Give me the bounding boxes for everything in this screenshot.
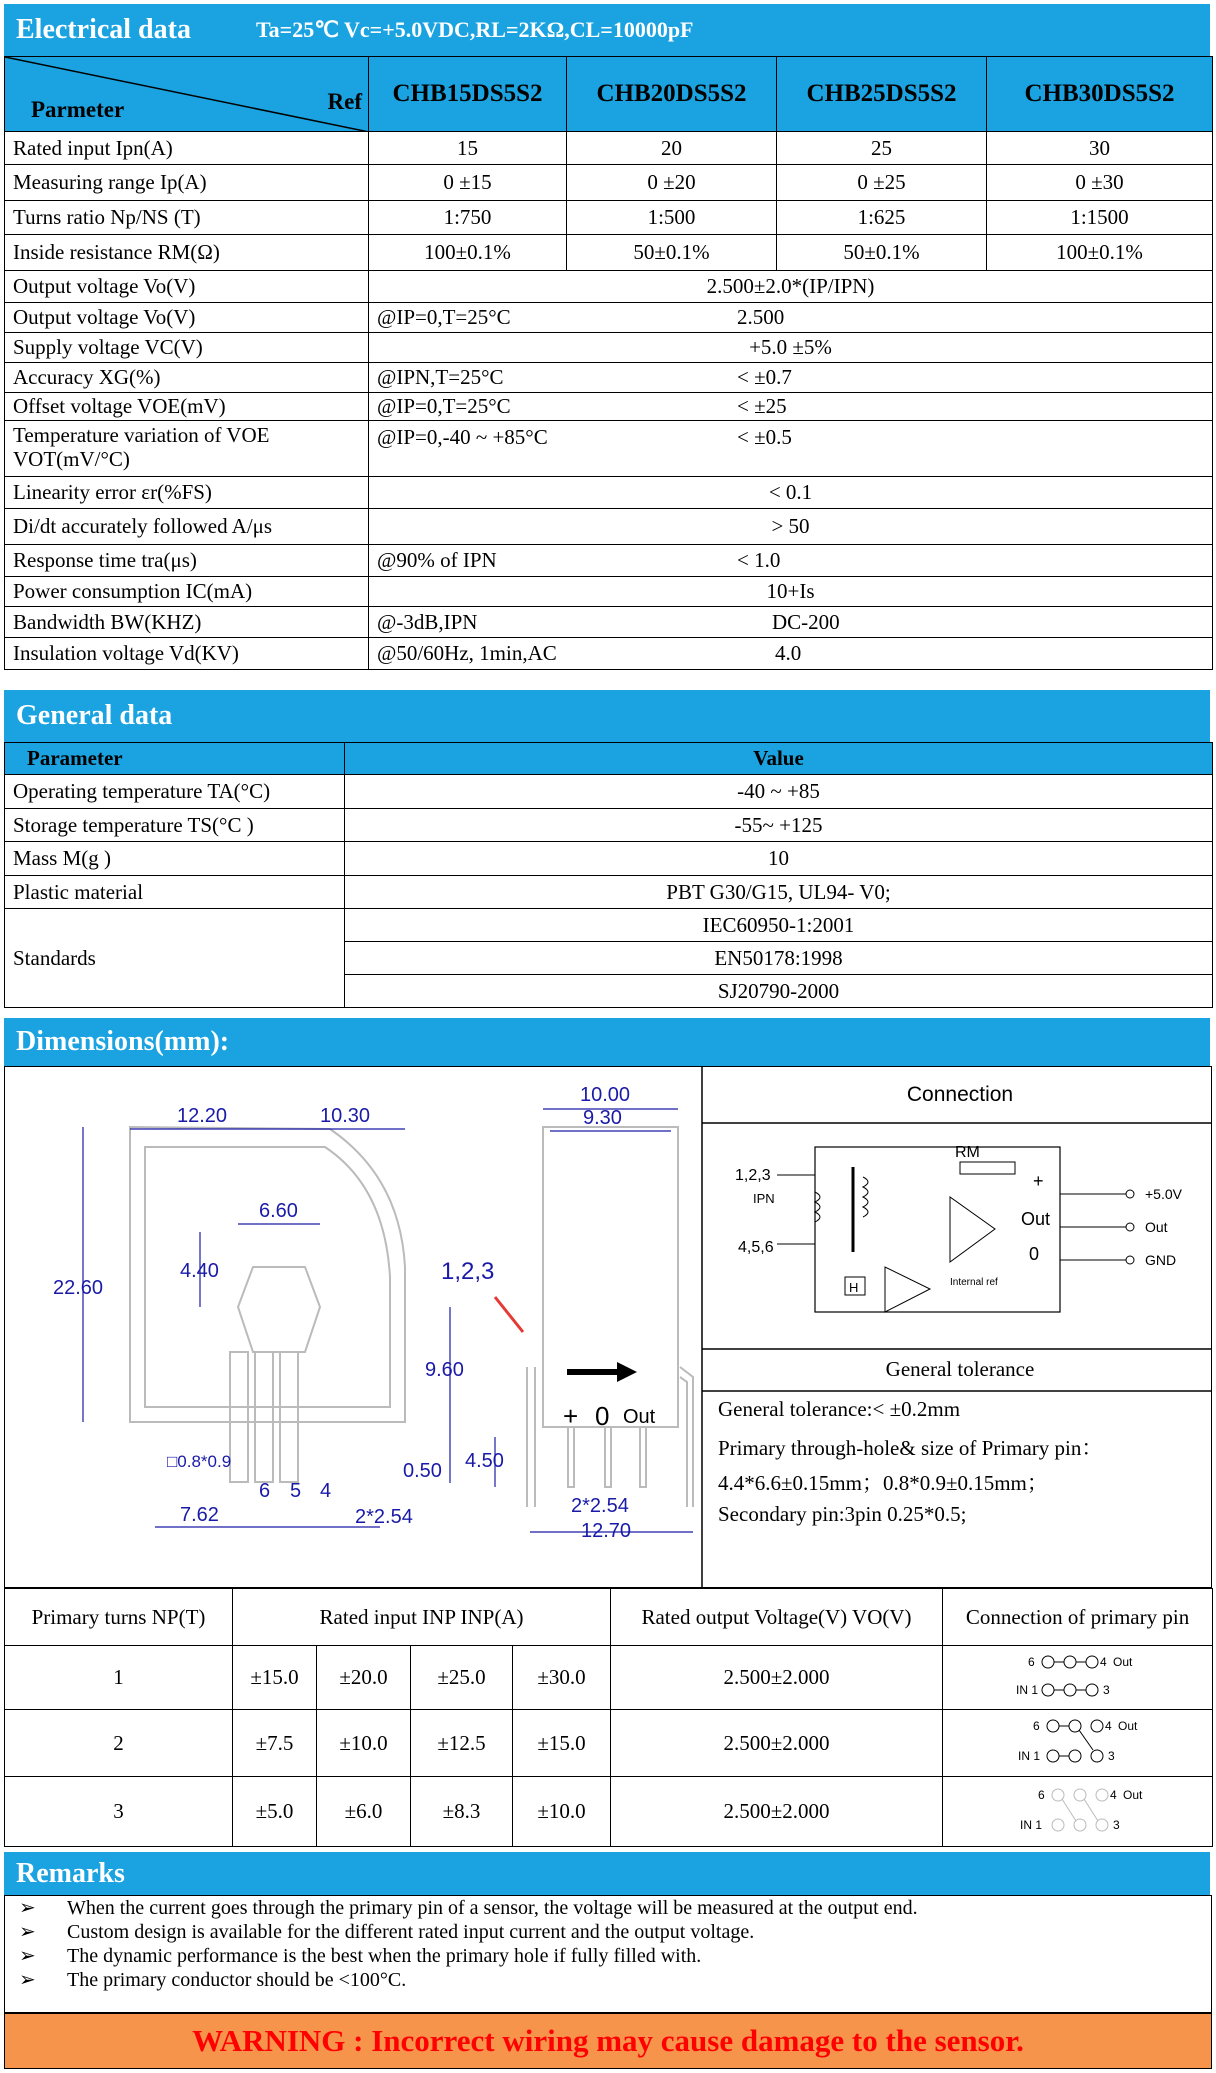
cell: 1:500 [567,201,777,235]
row-linearity [5,477,1213,509]
general-header [4,690,1210,742]
bullet: ➢ [19,1921,36,1943]
general-row [5,775,1213,809]
cell: 2.500±2.000 [611,1710,943,1777]
dimension-drawing [5,1067,1211,1587]
row-label: Insulation voltage Vd(KV) [5,638,369,670]
row-label: Storage temperature TS(°C ) [5,809,345,842]
value: 2.500 [737,305,785,329]
pin-in1: IN 1 [1017,1749,1040,1763]
tolerance-line: Secondary pin:3pin 0.25*0.5; [718,1502,967,1526]
cell: ±10.0 [317,1710,411,1777]
sch-out-term: Out [1145,1219,1168,1235]
h-rated: Rated input INP INP(A) [233,1589,611,1646]
cell: 0 ±25 [777,165,987,201]
dim-2x2-54-front: 2*2.54 [355,1506,413,1528]
cell: PBT G30/G15, UL94- V0; [345,876,1213,909]
dimension-labels [53,1084,631,1542]
remarks-header [4,1852,1210,1896]
cell: +5.0 ±5% [369,333,1213,363]
pin-4: 4 [1104,1719,1112,1733]
label-line-2: VOT(mV/°C) [13,447,130,471]
cell: ±5.0 [233,1777,317,1847]
condition: @50/60Hz, 1min,AC [377,641,557,665]
row-label: Bandwidth BW(KHZ) [5,607,369,638]
general-table [4,742,1213,1008]
model-1: CHB15DS5S2 [369,57,567,132]
pin-6: 6 [1037,1787,1045,1802]
general-row [5,876,1213,909]
dimensions-title: Dimensions(mm): [16,1026,230,1057]
remark-text: The primary conductor should be <100°C. [67,1969,407,1991]
cell: 2.500±2.000 [611,1646,943,1710]
h-conn: Connection of primary pin [943,1589,1213,1646]
model-2: CHB20DS5S2 [567,57,777,132]
pin-diagram-1 [943,1646,1213,1710]
remark-item [5,1896,1211,1920]
cell: 10+Is [369,577,1213,607]
dimensions-header [4,1018,1210,1066]
sch-in-bot: 4,5,6 [738,1239,774,1256]
sch-zero: 0 [1029,1244,1040,1264]
row-output-voltage-2 [5,303,1213,333]
pin-4: 4 [1109,1787,1117,1802]
row-label: Accuracy XG(%) [5,363,369,393]
primary-row [5,1710,1213,1777]
label-plus: + [563,1401,579,1431]
standard-item: IEC60950-1:2001 [345,909,1213,942]
cell: 0 ±30 [987,165,1213,201]
value: < ±0.7 [737,365,792,389]
cell [369,303,1213,333]
dim-2x2-54-side: 2*2.54 [571,1495,629,1517]
dim-0-50: 0.50 [403,1460,442,1482]
cell: < 0.1 [369,477,1213,509]
row-accuracy [5,363,1213,393]
h-turns: Primary turns NP(T) [5,1589,233,1646]
value: < 1.0 [737,548,781,572]
remarks-list [4,1895,1212,2013]
general-col-param: Parameter [5,743,345,775]
row-supply-voltage [5,333,1213,363]
dim-10-00: 10.00 [580,1084,631,1106]
model-3: CHB25DS5S2 [777,57,987,132]
sch-rm: RM [955,1144,980,1161]
condition: @90% of IPN [377,548,497,572]
pin-4: 4 [320,1480,332,1502]
row-label: Rated input Ipn(A) [5,132,369,165]
dim-6-60: 6.60 [259,1200,298,1222]
dim-12-20: 12.20 [177,1105,228,1127]
dim-10-30: 10.30 [320,1105,371,1127]
cell: 0 ±15 [369,165,567,201]
row-offset-voltage [5,393,1213,421]
row-label: Turns ratio Np/NS (T) [5,201,369,235]
row-label: Measuring range Ip(A) [5,165,369,201]
tolerance-line: Primary through-hole& size of Primary pin： [718,1436,1103,1460]
sch-ipn: IPN [753,1191,775,1206]
row-label: Response time tra(μs) [5,545,369,577]
tolerance-line: 4.4*6.6±0.15mm；0.8*0.9±0.15mm； [718,1471,1048,1495]
standards-row [5,909,1213,942]
dim-9-60: 9.60 [425,1359,464,1381]
cell [369,545,1213,577]
row-label: Plastic material [5,876,345,909]
remarks-title: Remarks [16,1858,125,1889]
cell: ±30.0 [513,1646,611,1710]
label-line-1: Temperature variation of VOE [13,423,270,447]
warning-banner: WARNING : Incorrect wiring may cause damage to the sensor. [4,2013,1212,2069]
value: DC-200 [772,609,840,634]
cell: 1:1500 [987,201,1213,235]
primary-turns-table [4,1588,1213,1847]
value: < ±0.5 [737,425,792,449]
pin-out: Out [1117,1719,1137,1733]
h-output: Rated output Voltage(V) VO(V) [611,1589,943,1646]
remark-text: Custom design is available for the different rated input current and the output voltage. [67,1921,755,1943]
row-label: Output voltage Vo(V) [5,271,369,303]
primary-row [5,1646,1213,1710]
pin-4: 4 [1099,1654,1107,1669]
row-power [5,577,1213,607]
remark-text: When the current goes through the primary pin of a sensor, the voltage will be measured at the output end. [67,1897,918,1919]
pin-connection-1-icon [978,1648,1178,1702]
cell: 50±0.1% [567,235,777,271]
cell: ±6.0 [317,1777,411,1847]
cell: 100±0.1% [987,235,1213,271]
sch-5v: +5.0V [1145,1186,1182,1202]
row-label [5,421,369,477]
row-insulation [5,638,1213,670]
pin-5: 5 [290,1480,302,1502]
pin-out: Out [1112,1654,1132,1669]
row-label: Inside resistance RM(Ω) [5,235,369,271]
pin-connection-2-icon [978,1712,1178,1768]
model-4: CHB30DS5S2 [987,57,1213,132]
cell: 10 [345,842,1213,876]
dim-pin-size: □0.8*0.9 [167,1452,232,1471]
row-label: Mass M(g ) [5,842,345,876]
cell: 2.500±2.000 [611,1777,943,1847]
pin-6: 6 [1032,1719,1040,1733]
cell: ±20.0 [317,1646,411,1710]
row-label: Supply voltage VC(V) [5,333,369,363]
dim-9-30: 9.30 [583,1107,622,1129]
label-zero: 0 [595,1401,610,1431]
cell: -40 ~ +85 [345,775,1213,809]
cell: 30 [987,132,1213,165]
cell [369,363,1213,393]
electrical-header [4,4,1210,56]
pin-6: 6 [1027,1654,1035,1669]
electrical-table [4,56,1213,670]
dim-7-62: 7.62 [180,1504,219,1526]
remark-item [5,1920,1211,1944]
pin-diagram-2 [943,1710,1213,1777]
general-col-value: Value [345,743,1213,775]
value: 4.0 [775,641,802,665]
row-label: Operating temperature TA(°C) [5,775,345,809]
remark-item [5,1944,1211,1968]
row-bandwidth [5,607,1213,638]
cell: ±15.0 [513,1710,611,1777]
dim-12-70: 12.70 [581,1520,632,1542]
sch-gnd: GND [1145,1252,1177,1268]
connection-title: Connection [906,1083,1014,1106]
cell: ±7.5 [233,1710,317,1777]
row-measuring-range [5,165,1213,201]
sch-internal-ref: Internal ref [950,1277,998,1288]
cell: ±10.0 [513,1777,611,1847]
condition: @IP=0,T=25°C [377,305,511,329]
general-title: General data [16,700,173,731]
row-inside-resistance [5,235,1213,271]
cell [369,393,1213,421]
standard-item: EN50178:1998 [345,942,1213,975]
value: < ±25 [737,394,787,418]
cell: 2 [5,1710,233,1777]
cell: 1:750 [369,201,567,235]
row-label: Linearity error εr(%FS) [5,477,369,509]
dim-22-60: 22.60 [53,1277,104,1299]
row-label: Di/dt accurately followed A/μs [5,509,369,545]
pin-3: 3 [1107,1749,1115,1763]
cell: 1:625 [777,201,987,235]
electrical-title: Electrical data [16,14,191,45]
cell: ±25.0 [411,1646,513,1710]
pin-3: 3 [1102,1682,1110,1697]
row-label: Power consumption IC(mA) [5,577,369,607]
dim-4-40: 4.40 [180,1260,219,1282]
cell: ±15.0 [233,1646,317,1710]
cell: 3 [5,1777,233,1847]
side-view [527,1127,693,1507]
bullet: ➢ [19,1897,36,1919]
row-turns-ratio [5,201,1213,235]
sch-in-top: 1,2,3 [735,1167,771,1184]
condition: @IPN,T=25°C [377,365,504,389]
param-ref-header [5,57,369,132]
pin-connection-3-icon [978,1779,1178,1839]
row-rated-input [5,132,1213,165]
row-temp-variation [5,421,1213,477]
header-param: Parmeter [31,97,125,122]
cell: 50±0.1% [777,235,987,271]
cell: 0 ±20 [567,165,777,201]
pin-in1: IN 1 [1019,1817,1042,1832]
tolerance-line: General tolerance:< ±0.2mm [718,1397,961,1421]
row-response-time [5,545,1213,577]
cell: 2.500±2.0*(IP/IPN) [369,271,1213,303]
sch-h: H [849,1280,859,1295]
cell: 1 [5,1646,233,1710]
cell [369,421,1213,477]
cell: 25 [777,132,987,165]
front-view [130,1127,405,1482]
cell: ±8.3 [411,1777,513,1847]
pin-out: Out [1122,1787,1142,1802]
pin-3: 3 [1112,1817,1120,1832]
standards-label: Standards [5,909,345,1008]
row-label: Output voltage Vo(V) [5,303,369,333]
condition: @IP=0,T=25°C [377,394,511,418]
sch-plus: + [1033,1171,1044,1191]
pin-6: 6 [259,1480,271,1502]
row-label: Offset voltage VOE(mV) [5,393,369,421]
tolerance-title: General tolerance [885,1357,1035,1381]
sch-out: Out [1021,1209,1051,1229]
row-output-voltage-1 [5,271,1213,303]
condition: @-3dB,IPN [377,609,478,634]
bullet: ➢ [19,1945,36,1967]
pin-diagram-3 [943,1777,1213,1847]
bullet: ➢ [19,1969,36,1991]
label-out: Out [623,1406,656,1428]
general-row [5,842,1213,876]
cell: 100±0.1% [369,235,567,271]
remark-text: The dynamic performance is the best when the primary hole if fully filled with. [67,1945,702,1967]
general-row [5,809,1213,842]
remark-item [5,1968,1211,1992]
cell: > 50 [369,509,1213,545]
standard-item: SJ20790-2000 [345,975,1213,1008]
cell [369,607,1213,638]
connection-schematic [735,1144,1183,1312]
dimensions-panel [4,1066,1212,1588]
primary-row [5,1777,1213,1847]
pin-in1: IN 1 [1015,1682,1038,1697]
electrical-conditions: Ta=25℃ Vc=+5.0VDC,RL=2KΩ,CL=10000pF [256,17,694,42]
cell: 15 [369,132,567,165]
cell: 20 [567,132,777,165]
pin-1-2-3-label: 1,2,3 [441,1258,495,1285]
condition: @IP=0,-40 ~ +85°C [377,425,548,449]
header-ref: Ref [327,89,362,114]
dim-4-50: 4.50 [465,1450,504,1472]
cell [369,638,1213,670]
row-didt [5,509,1213,545]
cell: -55~ +125 [345,809,1213,842]
cell: ±12.5 [411,1710,513,1777]
